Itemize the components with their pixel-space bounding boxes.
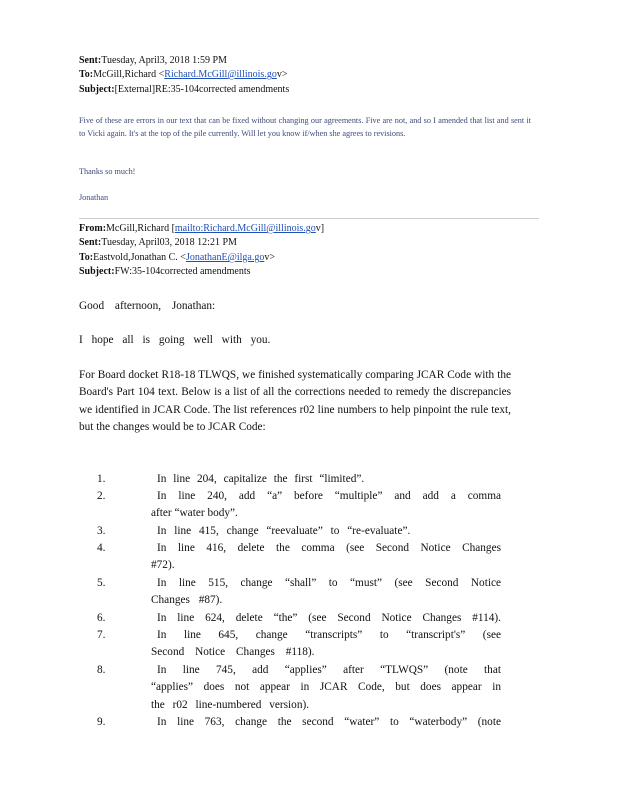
list-text: In line 745, add “applies” after “TLWQS” (note that: [157, 664, 501, 676]
list-text: In line 204, capitalize the first “limited”.: [157, 473, 365, 485]
to-line-2: [79, 251, 275, 265]
from-email-link[interactable]: mailto:Richard.McGill@illinois.go: [174, 223, 316, 234]
list-number: 7.: [97, 629, 106, 641]
from-line: [79, 222, 324, 236]
to-name: McGill,Richard <: [93, 69, 165, 80]
sent-line-2: [79, 236, 237, 250]
list-text-cont: Second Notice Changes #118).: [151, 646, 315, 659]
list-number: 2.: [97, 490, 106, 502]
list-number: 3.: [97, 525, 106, 537]
from-close: v]: [315, 223, 325, 234]
list-text: In line 645, change “transcripts” to “transcript's” (see: [157, 629, 501, 641]
sent-value-2: Tuesday, April03, 2018 12:21 PM: [101, 237, 237, 248]
hope-line: I hope all is going well with you.: [79, 334, 271, 346]
list-text: In line 415, change “reevaluate” to “re-evaluate”.: [157, 525, 411, 537]
greeting: Good afternoon, Jonathan:: [79, 300, 216, 312]
list-number: 8.: [97, 664, 106, 676]
from-label: From:: [79, 223, 107, 234]
list-number: 4.: [97, 542, 106, 554]
list-text-cont: after “water body”.: [151, 507, 238, 520]
reply-thanks: Thanks so much!: [79, 167, 136, 176]
subject-label-2: Subject:: [79, 266, 115, 277]
to-label-2: To:: [79, 252, 94, 263]
reply-body: Five of these are errors in our text that can be fixed without changing our agreements. Five are not, and so I amended that list and sent it to Vicki again. It's at the top of the pile currently. Will let you know if/when she agrees to revisions.: [79, 116, 531, 138]
list-number: 9.: [97, 716, 106, 728]
list-text: In line 240, add “a” before “multiple” and add a comma: [157, 490, 501, 502]
to-name-2: Eastvold,Jonathan C. <: [93, 252, 186, 263]
reply-signature: Jonathan: [79, 193, 109, 202]
sent-label-2: Sent:: [79, 237, 102, 248]
to-label: To:: [79, 69, 94, 80]
to-close-2: v>: [264, 252, 275, 263]
to-email-link[interactable]: Richard.McGill@illinois.go: [164, 69, 277, 80]
sent-label: Sent:: [79, 55, 102, 66]
to-email-link-2[interactable]: JonathanE@ilga.go: [185, 252, 265, 263]
intro-paragraph: For Board docket R18-18 TLWQS, we finished systematically comparing JCAR Code with the Board's Part 104 text. Below is a list of all the corrections needed to remedy the discrepancies we identified in JCAR Code. The list references r02 line numbers to help pinpoint the rule text, but the changes would be to JCAR Code:: [79, 369, 511, 434]
list-text: In line 416, delete the comma (see Second Notice Changes: [157, 542, 501, 554]
subject-label: Subject:: [79, 84, 115, 95]
list-number: 1.: [97, 473, 106, 485]
sent-value: Tuesday, April3, 2018 1:59 PM: [101, 55, 227, 66]
list-text-cont: “applies” does not appear in JCAR Code, but does appear in: [151, 681, 501, 694]
list-text: In line 763, change the second “water” to “waterbody” (note: [157, 716, 501, 728]
sent-line: [79, 54, 227, 68]
divider: [79, 218, 539, 219]
to-line: [79, 68, 287, 82]
list-text-cont-2: the r02 line-numbered version).: [151, 698, 310, 711]
subject-value-2: FW:35-104corrected amendments: [114, 266, 251, 277]
list-text: In line 515, change “shall” to “must” (see Second Notice: [157, 577, 501, 589]
subject-line-2: [79, 265, 251, 279]
list-text-cont: #72).: [151, 559, 175, 572]
to-close: v>: [276, 69, 288, 80]
list-number: 5.: [97, 577, 106, 589]
list-text-cont: Changes #87).: [151, 594, 223, 607]
subject-line: [79, 83, 289, 97]
list-text: In line 624, delete “the” (see Second Notice Changes #114).: [157, 612, 501, 624]
list-number: 6.: [97, 612, 106, 624]
from-name: McGill,Richard [: [106, 223, 175, 234]
subject-value: [External]RE:35-104corrected amendments: [114, 84, 290, 95]
